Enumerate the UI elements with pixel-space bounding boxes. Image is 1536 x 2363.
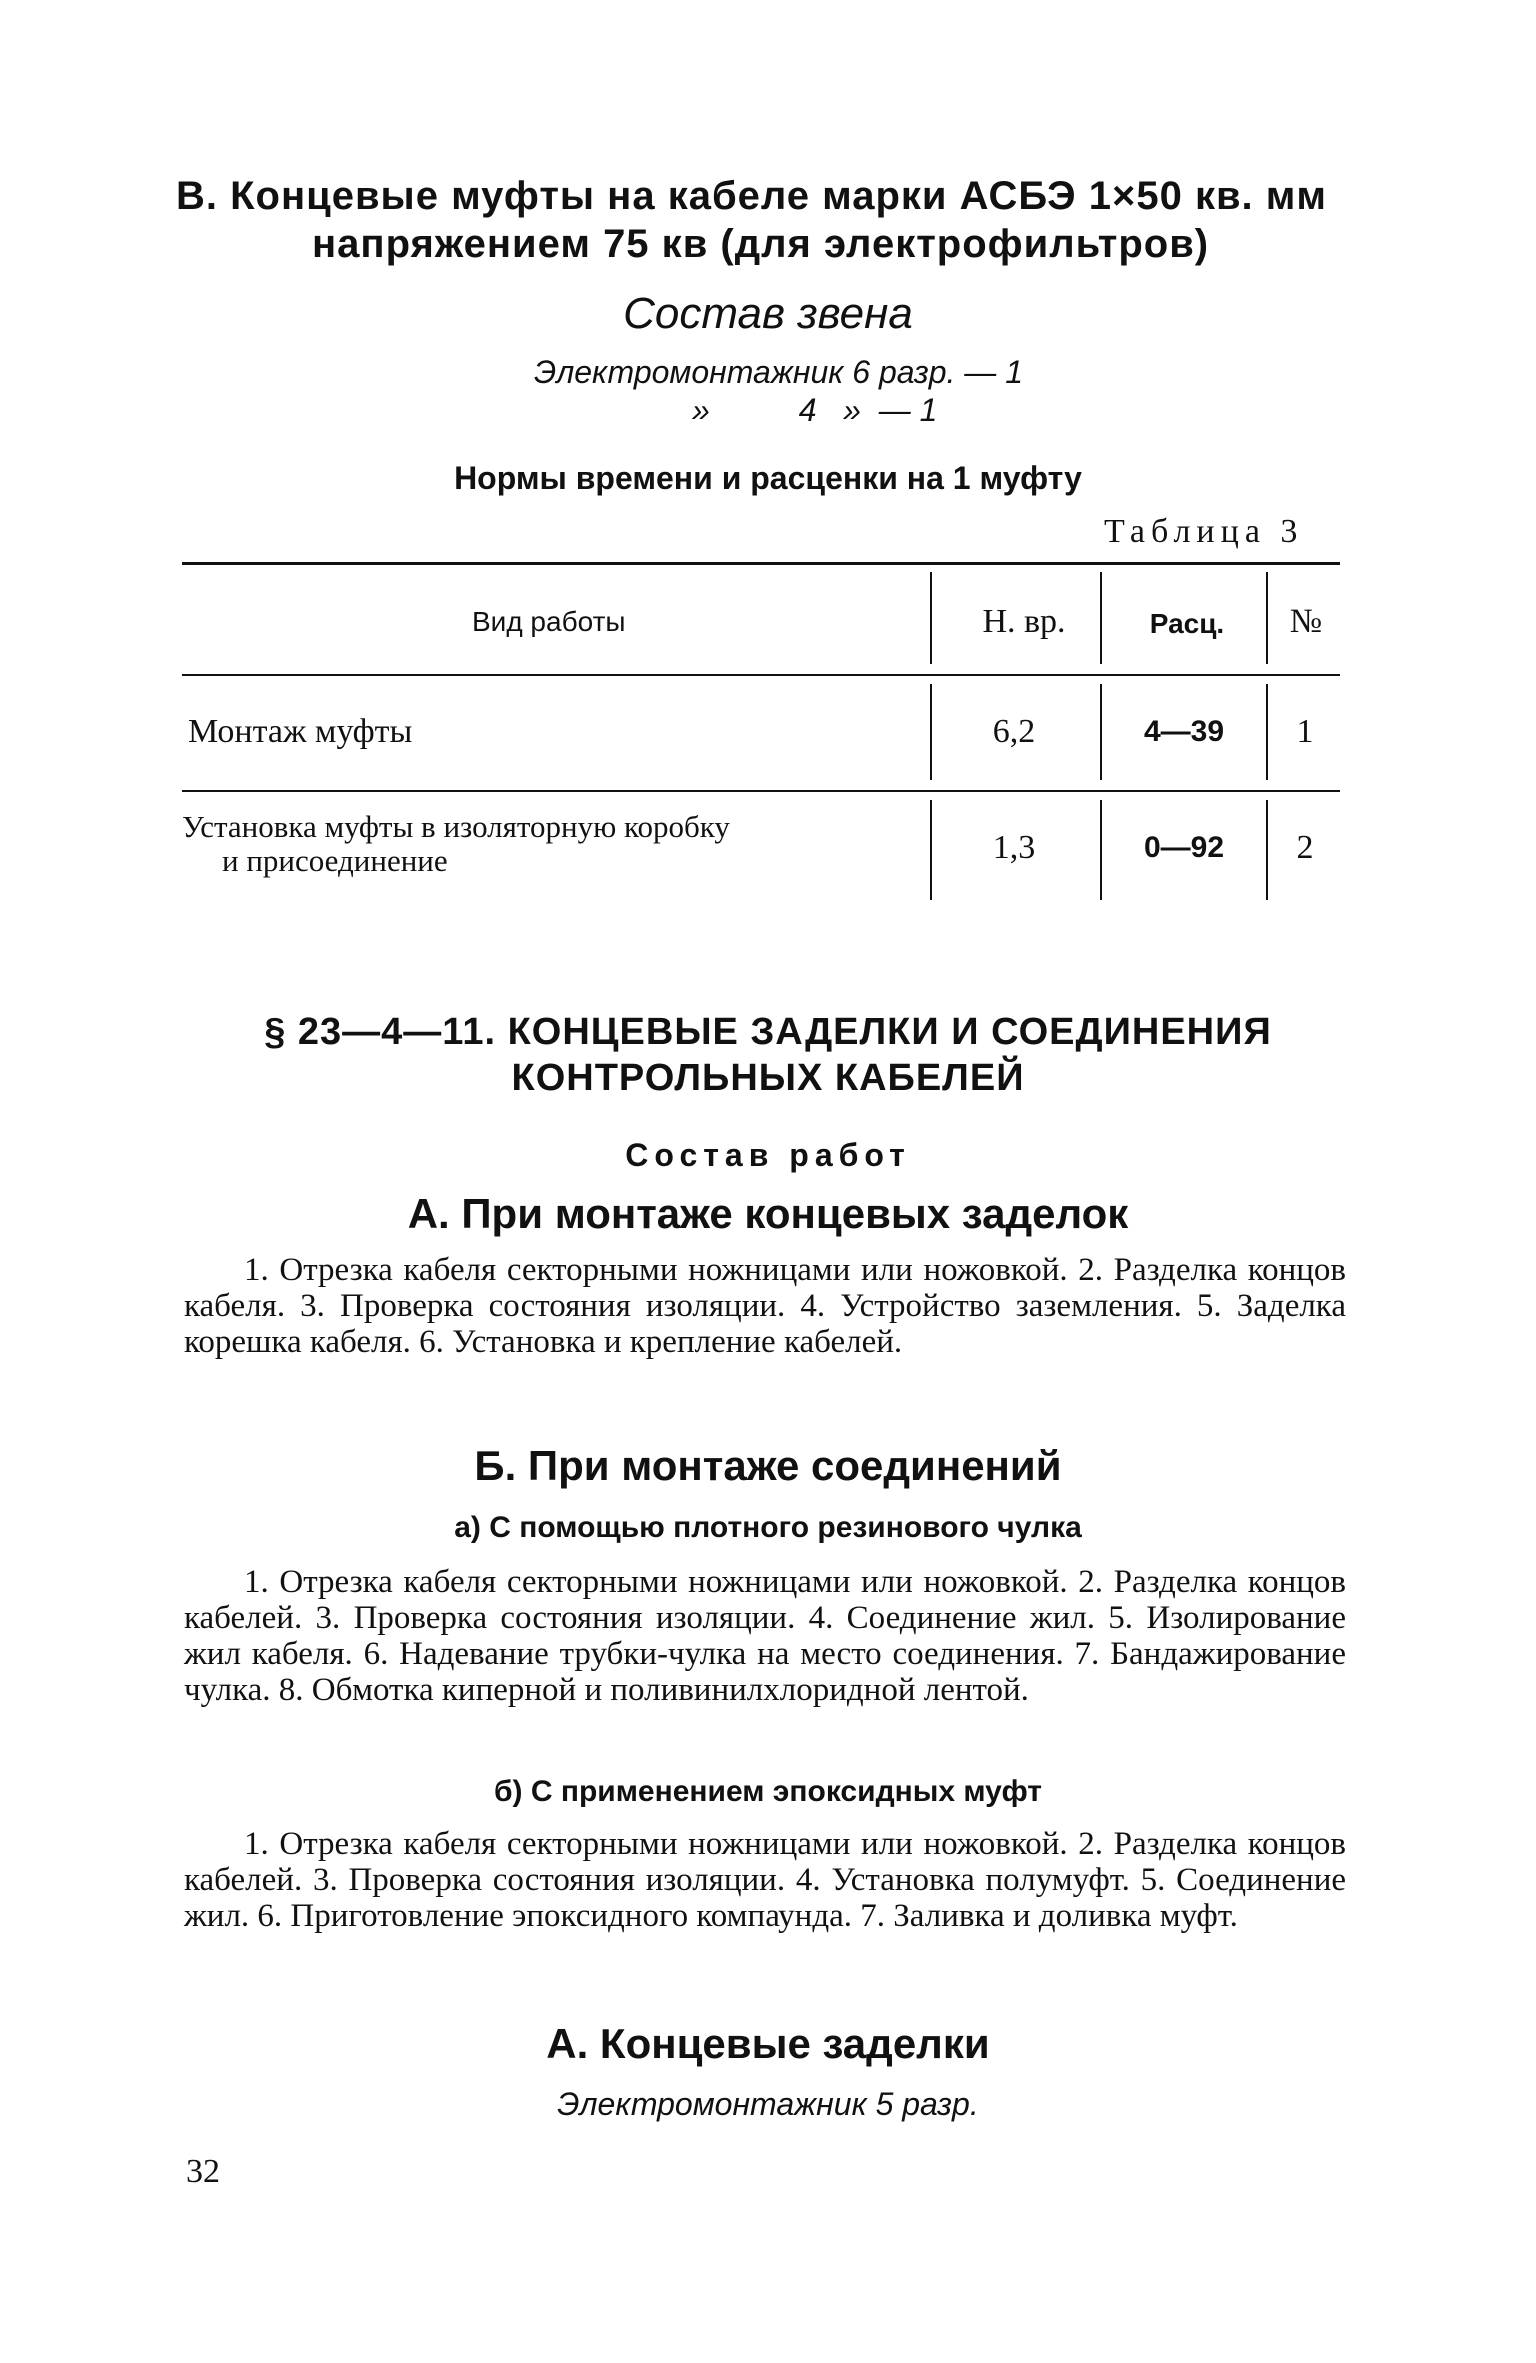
crew-line-1: Электромонтажник 6 разр. — 1 [534, 354, 1023, 390]
row1-norm: 6,2 [992, 713, 1036, 750]
crew-title: Состав звена [623, 289, 913, 338]
header-norm: Н. вр. [982, 603, 1066, 640]
a-text: 1. Отрезка кабеля секторными ножницами или ножовкой. 2. Разделка концов кабеля. 3. Проверка состояния изоляции. 4. Устройство заземления. 5. Заделка корешка кабеля. 6. Установка и крепление кабелей. [184, 1252, 1346, 1360]
bb-text: 1. Отрезка кабеля секторными ножницами или ножовкой. 2. Разделка концов кабелей. 3. Проверка состояния изоляции. 4. Установка полумуфт. 5. Соединение жил. 6. Приготовление эпоксидного компаунда. 7. Заливка и доливка муфт. [184, 1826, 1346, 1934]
row2-norm: 1,3 [992, 829, 1036, 866]
row2-rate: 0—92 [1143, 831, 1225, 864]
row1-num: 1 [1296, 713, 1314, 750]
table-vline [1266, 684, 1268, 780]
final-subheading: Электромонтажник 5 разр. [557, 2086, 979, 2122]
section-v-title-line1: В. Концевые муфты на кабеле марки АСБЭ 1×50 кв. мм [176, 174, 1327, 218]
table-vline [1266, 800, 1268, 900]
header-rate: Расц. [1149, 608, 1225, 639]
table-vline [930, 800, 932, 900]
row1-work: Монтаж муфты [188, 713, 413, 750]
row2-num: 2 [1296, 829, 1314, 866]
section-v-title-line2: напряжением 75 кв (для электрофильтров) [312, 222, 1210, 266]
table-header-rule [182, 674, 1340, 676]
table-top-rule [182, 562, 1340, 565]
table-vline [930, 684, 932, 780]
ba-heading: а) С помощью плотного резинового чулка [454, 1511, 1082, 1544]
row2-work-line2: и присоединение [222, 843, 448, 878]
page-number: 32 [186, 2153, 220, 2190]
section-23-title-line1: § 23—4—11. КОНЦЕВЫЕ ЗАДЕЛКИ И СОЕДИНЕНИЯ [264, 1011, 1272, 1053]
table-vline [1100, 800, 1102, 900]
row2-work-line1: Установка муфты в изоляторную коробку [182, 809, 730, 844]
ba-text: 1. Отрезка кабеля секторными ножницами или ножовкой. 2. Разделка концов кабелей. 3. Проверка состояния изоляции. 4. Соединение жил. 5. Изолирование жил кабеля. 6. Надевание трубки-чулка на место соединения. 7. Бандажирование чулка. 8. Обмотка киперной и поливинилхлоридной лентой. [184, 1564, 1346, 1708]
table-vline [1100, 684, 1102, 780]
table-vline [1100, 572, 1102, 664]
table-row-rule [182, 790, 1340, 792]
final-heading: А. Концевые заделки [546, 2020, 990, 2067]
section-23-title-line2: КОНТРОЛЬНЫХ КАБЕЛЕЙ [511, 1057, 1025, 1099]
work-composition-title: Состав работ [625, 1137, 911, 1173]
b-heading: Б. При монтаже соединений [474, 1442, 1062, 1489]
norms-caption: Нормы времени и расценки на 1 муфту [454, 460, 1082, 496]
table-vline [1266, 572, 1268, 664]
crew-line-2: » 4 » — 1 [692, 392, 938, 428]
bb-heading: б) С применением эпоксидных муфт [494, 1775, 1042, 1808]
table-label: Таблица 3 [1104, 513, 1304, 550]
a-heading: А. При монтаже концевых заделок [407, 1190, 1129, 1237]
row1-rate: 4—39 [1143, 715, 1225, 748]
table-vline [930, 572, 932, 664]
header-work-type: Вид работы [472, 606, 626, 637]
header-num: № [1289, 603, 1323, 640]
